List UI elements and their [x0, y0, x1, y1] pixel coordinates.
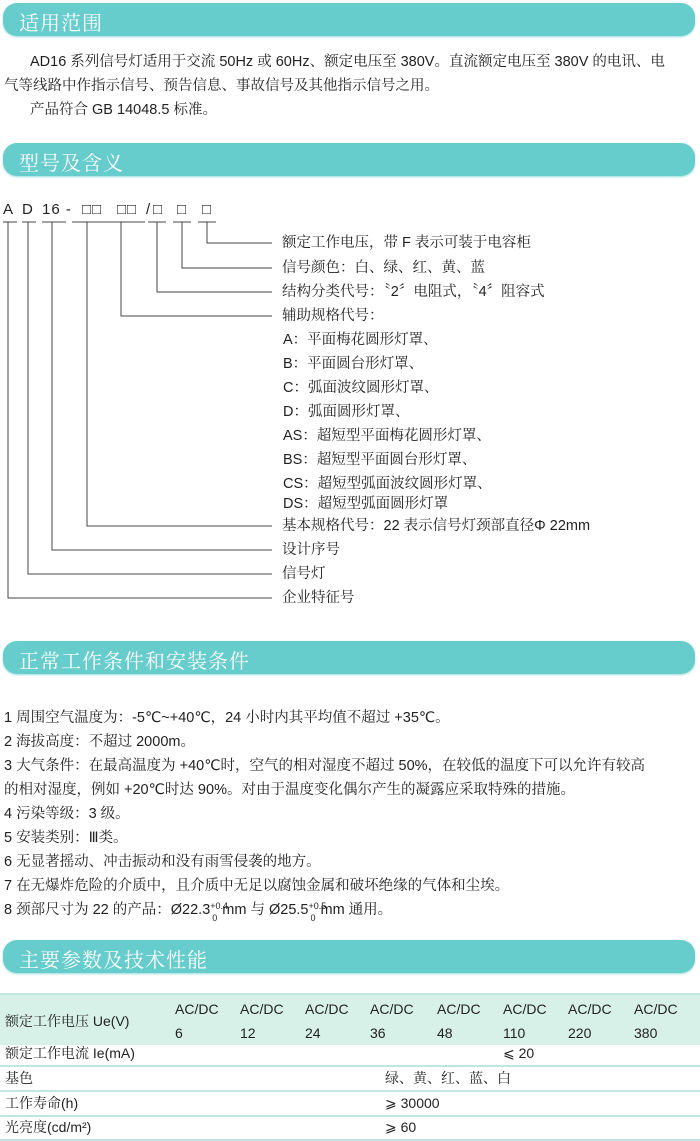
row-value: ⩾ 30000 [385, 1095, 440, 1111]
voltage-type: AC/DC [370, 1001, 414, 1017]
model-label: C：弧面波纹圆形灯罩、 [283, 380, 439, 396]
voltage-value: 110 [503, 1025, 526, 1041]
condition-item: 6 无显著摇动、冲击振动和没有雨雪侵袭的地方。 [4, 854, 321, 870]
model-label: 信号颜色：白、绿、红、黄、蓝 [282, 260, 485, 276]
tol-lower: 0 [310, 913, 316, 923]
row-value: 绿、黄、红、蓝、白 [385, 1070, 511, 1086]
row-value: ⩽ 20 [503, 1045, 535, 1061]
voltage-type: AC/DC [634, 1001, 678, 1017]
voltage-type: AC/DC [503, 1001, 547, 1017]
voltage-value: 6 [175, 1025, 183, 1041]
model-code-part: □ [177, 201, 188, 218]
model-code-part: / [146, 201, 152, 218]
model-label: 信号灯 [282, 566, 326, 582]
voltage-type: AC/DC [175, 1001, 219, 1017]
condition-item: 5 安装类别：Ⅲ类。 [4, 830, 128, 846]
model-label: A：平面梅花圆形灯罩、 [283, 332, 438, 348]
section-title: 主要参数及技术性能 [19, 950, 208, 972]
condition-item: 1 周围空气温度为：-5℃~+40℃，24 小时内其平均值不超过 +35℃。 [4, 710, 450, 726]
model-label: BS：超短型平面圆台形灯罩、 [283, 452, 477, 468]
voltage-value: 36 [370, 1025, 386, 1041]
voltage-value: 12 [240, 1025, 256, 1041]
tol-upper: +0.5 [308, 901, 327, 911]
model-label: DS：超短型弧面圆形灯罩 [283, 496, 449, 512]
section-title: 型号及含义 [19, 153, 124, 175]
section-title: 适用范围 [19, 13, 103, 35]
item8-suffix: mm 通用。 [320, 902, 393, 918]
model-label: AS：超短型平面梅花圆形灯罩、 [283, 428, 491, 444]
model-label: 基本规格代号：22 表示信号灯颈部直径Φ 22mm [282, 518, 591, 534]
item8-prefix: 8 颈部尺寸为 22 的产品：Ø22.3 [4, 902, 211, 918]
model-code-part: □□ [117, 201, 138, 218]
model-label: 企业特征号 [282, 590, 355, 606]
scope-line-3: 产品符合 GB 14048.5 标准。 [30, 102, 217, 118]
voltage-type: AC/DC [568, 1001, 612, 1017]
voltage-value: 380 [634, 1025, 658, 1041]
model-code-part: □□ [82, 201, 103, 218]
tol-lower: 0 [212, 913, 218, 923]
model-code-part: A [3, 201, 15, 218]
voltage-type: AC/DC [305, 1001, 349, 1017]
scope-line-2: 气等线路中作指示信号、预告信息、事故信号及其他指示信号之用。 [4, 78, 439, 94]
row-label: 光亮度(cd/m²) [5, 1119, 92, 1135]
voltage-value: 220 [568, 1025, 592, 1041]
model-label: D：弧面圆形灯罩、 [283, 404, 410, 420]
model-label: 额定工作电压，带 F 表示可装于电容柜 [282, 235, 531, 251]
model-label: CS：超短型弧面波纹圆形灯罩、 [283, 476, 492, 492]
condition-item: 2 海拔高度：不超过 2000m。 [4, 734, 195, 750]
row-divider [0, 1090, 700, 1092]
voltage-label: 额定工作电压 Ue(V) [5, 1013, 130, 1029]
tol-upper: +0.4 [210, 901, 229, 911]
voltage-value: 24 [305, 1025, 321, 1041]
voltage-type: AC/DC [240, 1001, 284, 1017]
row-divider [0, 1115, 700, 1117]
voltage-value: 48 [437, 1025, 453, 1041]
voltage-type: AC/DC [437, 1001, 481, 1017]
condition-item: 4 污染等级：3 级。 [4, 806, 130, 822]
condition-item: 7 在无爆炸危险的介质中，且介质中无足以腐蚀金属和破坏绝缘的气体和尘埃。 [4, 878, 510, 894]
scope-line-1: AD16 系列信号灯适用于交流 50Hz 或 60Hz、额定电压至 380V。直流额定电压至 380V 的电讯、电 [30, 54, 665, 70]
model-label: 设计序号 [282, 542, 340, 558]
model-label: 结构分类代号：〝2〞电阻式，〝4〞阻容式 [282, 284, 545, 300]
model-code-part: □ [153, 201, 164, 218]
row-value: ⩾ 60 [385, 1119, 417, 1135]
condition-item: 3 大气条件：在最高温度为 +40℃时，空气的相对湿度不超过 50%，在较低的温度下可以允许有较高 [4, 758, 646, 774]
row-divider [0, 1065, 700, 1067]
model-code-part: 16 - [42, 201, 72, 218]
row-label: 基色 [5, 1070, 33, 1086]
model-code-part: D [22, 201, 34, 218]
model-code-part: □ [202, 201, 213, 218]
condition-item: 的相对湿度，例如 +20℃时达 90%。对由于温度变化偶尔产生的凝露应采取特殊的措施。 [4, 782, 575, 798]
section-title: 正常工作条件和安装条件 [19, 651, 250, 673]
model-label: 辅助规格代号： [282, 308, 384, 324]
item8-mid: mm 与 Ø25.5 [222, 902, 309, 918]
model-label: B：平面圆台形灯罩、 [283, 356, 424, 372]
row-label: 额定工作电流 Ie(mA) [5, 1045, 135, 1061]
row-label: 工作寿命(h) [5, 1095, 79, 1111]
